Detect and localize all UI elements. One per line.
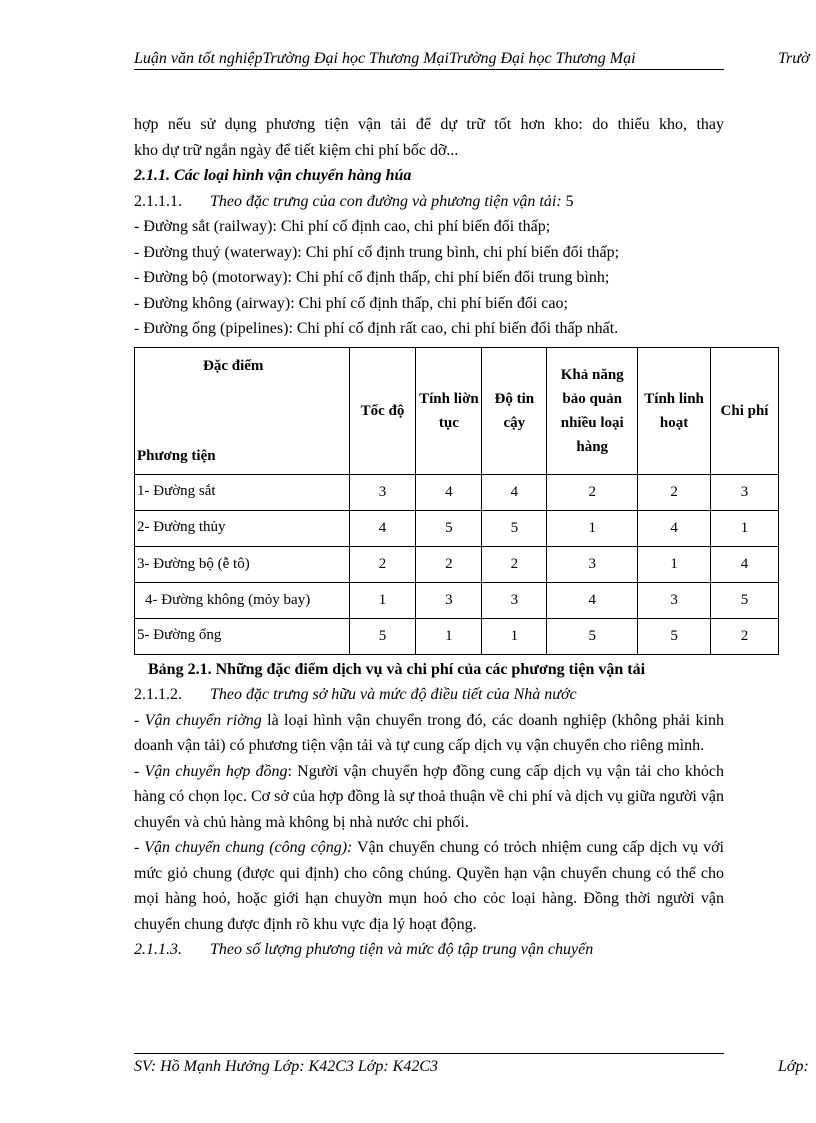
header-rule: [134, 69, 724, 70]
paragraph-text: Vận chuyển chung có trỏch nhiệm cung cấp dịch vụ với mức giỏ chung (được qui định) cho công chúng. Quyền hạn vận chuyển chung có thể cho mọi hàng hoỏ, hoặc giới hạn chuyờn mụn hoỏ cho cỏc loại hàng. Đồng thời người vận chuyển chung được định rõ khu vực địa lý hoạt động.: [134, 839, 724, 933]
mode-item: - Đường thuỷ (waterway): Chi phí cố định trung bình, chi phí biến đổi thấp;: [134, 243, 620, 261]
table-cell: 1: [349, 582, 416, 618]
term: - Vận chuyển riờng: [134, 711, 262, 729]
table-cell: 4: [482, 474, 547, 510]
table-cell: 2: [547, 474, 638, 510]
intro-line-2: kho dự trữ ngắn ngày để tiết kiệm chi phí bốc dỡ...: [134, 141, 459, 159]
table-cell: 1: [638, 546, 711, 582]
table-row: [135, 510, 779, 546]
table-cell: 4: [349, 510, 416, 546]
table-cell: 2: [711, 618, 779, 654]
table-cell: 5: [349, 618, 416, 654]
page-header: Luận văn tốt nghiệpTrường Đại học Thương MạiTrường Đại học Thương Mại: [134, 50, 636, 67]
table-cell: 1: [711, 510, 779, 546]
column-header: Tính liờn tục: [416, 347, 482, 474]
subsection-heading-1: [134, 189, 724, 215]
paragraph-text: : Người vận chuyển hợp đồng cung cấp dịch vụ vận tải cho khỏch hàng có chọn lọc. Cơ sở của hợp đồng là sự thoả thuận về chi phí và dịch vụ giữa người vận chuyển và chủ hàng mà không bị nhà nước chi phối.: [134, 762, 724, 831]
column-header: Tốc độ: [349, 347, 416, 474]
column-header: Độ tin cậy: [482, 347, 547, 474]
table-cell: 2: [638, 474, 711, 510]
table-cell: 3: [638, 582, 711, 618]
page-footer: SV: Hồ Mạnh Hưởng Lớp: K42C3 Lớp: K42C3: [134, 1058, 438, 1075]
document-body: [134, 112, 769, 963]
table-cell: 5: [711, 582, 779, 618]
subsection-number: 2.1.1.1.: [134, 192, 182, 210]
table-cell: 2: [349, 546, 416, 582]
term: - Vận chuyển chung (công cộng):: [134, 839, 353, 856]
corner-label-feature: Đặc điểm: [203, 357, 264, 374]
column-header: Tính linh hoạt: [638, 347, 711, 474]
paragraph-common-transport: [134, 835, 724, 937]
table-row: [135, 546, 779, 582]
table-cell: 4: [711, 546, 779, 582]
table-cell: 3: [416, 582, 482, 618]
subsection-number: 2.1.1.2.: [134, 686, 182, 703]
page-header-right: Trườ: [778, 50, 810, 67]
column-header: Chi phí: [711, 347, 779, 474]
row-label: 3- Đường bộ (ễ tô): [135, 546, 350, 582]
table-cell: 5: [547, 618, 638, 654]
table-cell: 3: [349, 474, 416, 510]
corner-label-vehicle: Phương tiện: [137, 447, 216, 464]
subsection-heading-2: [134, 682, 724, 708]
subsection-title: Theo đặc trưng sở hữu và mức độ điều tiết của Nhà nước: [210, 686, 577, 703]
table-cell: 5: [638, 618, 711, 654]
table-header-row: [135, 347, 779, 474]
section-heading: 2.1.1. Các loại hình vận chuyển hàng húa: [134, 167, 412, 184]
subsection-number: 2.1.1.3.: [134, 941, 182, 958]
mode-item: - Đường không (airway): Chi phí cố định thấp, chi phí biến đổi cao;: [134, 294, 568, 312]
paragraph-contract-transport: [134, 759, 724, 836]
table-row: [135, 582, 779, 618]
paragraph-private-transport: [134, 708, 724, 759]
paragraph-text: là loại hình vận chuyển trong đó, các doanh nghiệp (không phải kinh doanh vận tải) có phương tiện vận tải và tự cung cấp dịch vụ vận chuyển cho riêng mình.: [134, 711, 724, 754]
table-cell: 4: [638, 510, 711, 546]
table-row: [135, 618, 779, 654]
column-header: Khả năng bảo quản nhiều loại hàng: [547, 347, 638, 474]
table-cell: 3: [711, 474, 779, 510]
table-cell: 1: [416, 618, 482, 654]
term: - Vận chuyển hợp đồng: [134, 762, 288, 780]
table-cell: 3: [482, 582, 547, 618]
table-corner-cell: [135, 347, 350, 474]
intro-line-1: hợp nếu sử dụng phương tiện vận tải để dự trữ tốt hơn kho: do thiếu kho, thay: [134, 116, 724, 133]
footer-rule: [134, 1053, 724, 1054]
table-row: [135, 474, 779, 510]
subsection-title: Theo số lượng phương tiện và mức độ tập trung vận chuyển: [210, 941, 594, 958]
subsection-suffix: 5: [561, 192, 574, 210]
row-label: 4- Đường không (mỏy bay): [135, 582, 350, 618]
table-cell: 5: [482, 510, 547, 546]
page-footer-right: Lớp:: [778, 1058, 809, 1075]
table-cell: 3: [547, 546, 638, 582]
table-cell: 5: [416, 510, 482, 546]
table-cell: 1: [547, 510, 638, 546]
mode-item: - Đường sắt (railway): Chi phí cố định cao, chi phí biến đổi thấp;: [134, 218, 551, 235]
table-cell: 2: [416, 546, 482, 582]
row-label: 5- Đường ống: [135, 618, 350, 654]
mode-item: - Đường ống (pipelines): Chi phí cố định rất cao, chi phí biến đổi thấp nhất.: [134, 320, 619, 337]
subsection-title: Theo đặc trưng của con đường và phương tiện vận tải:: [210, 192, 562, 210]
table-caption: Bảng 2.1. Những đặc điểm dịch vụ và chi phí của các phương tiện vận tải: [148, 660, 646, 678]
transport-comparison-table: [134, 347, 779, 655]
table-cell: 4: [547, 582, 638, 618]
mode-item: - Đường bộ (motorway): Chi phí cố định thấp, chi phí biến đổi trung bình;: [134, 269, 610, 286]
table-cell: 2: [482, 546, 547, 582]
table-cell: 1: [482, 618, 547, 654]
subsection-heading-3: [134, 937, 724, 963]
row-label: 1- Đường sắt: [135, 474, 350, 510]
table-cell: 4: [416, 474, 482, 510]
row-label: 2- Đường thủy: [135, 510, 350, 546]
